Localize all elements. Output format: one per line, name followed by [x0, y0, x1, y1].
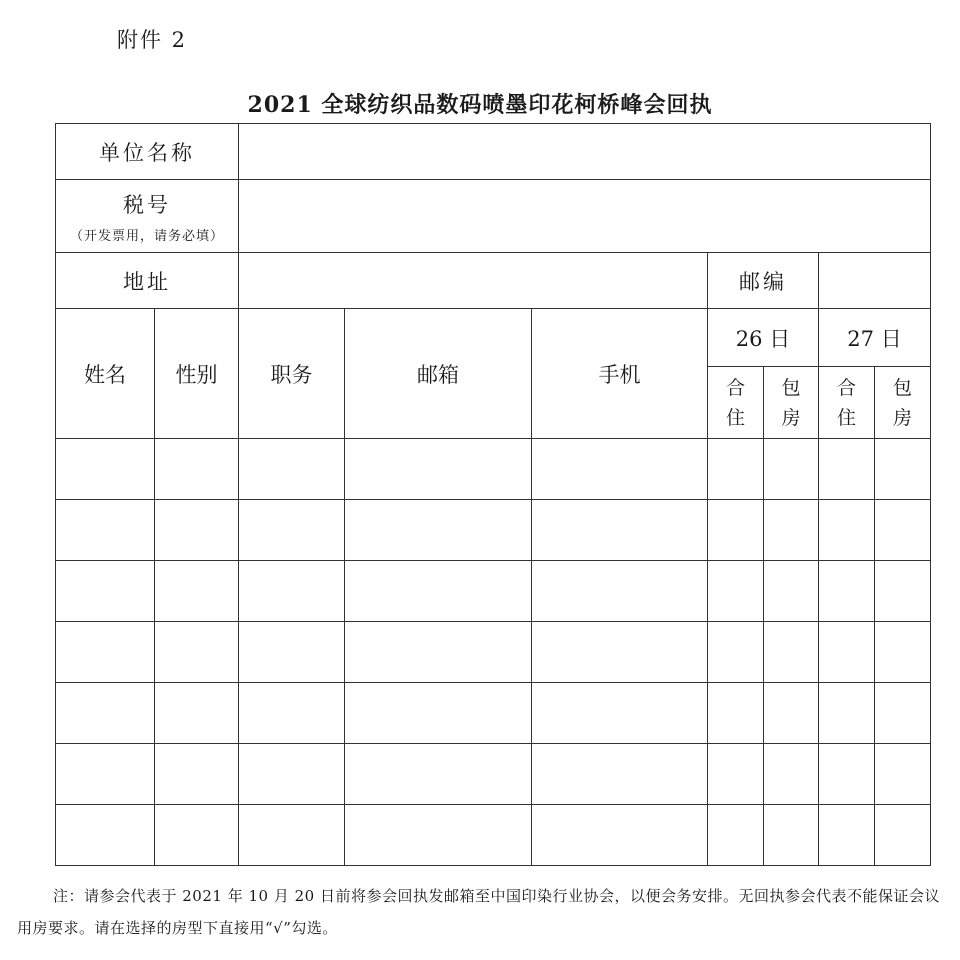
attendee-cell[interactable] [532, 439, 708, 500]
attendee-cell[interactable] [532, 561, 708, 622]
attendee-cell[interactable] [532, 683, 708, 744]
col-header-position-text: 职务 [270, 362, 313, 387]
attendee-cell[interactable] [345, 744, 532, 805]
page-title: 2021 全球纺织品数码喷墨印花柯桥峰会回执 [247, 92, 713, 118]
col-header-day1-private [764, 367, 819, 439]
col-header-mobile-text: 手机 [598, 362, 641, 387]
day2-private-text: 包房 [893, 376, 913, 429]
attendee-cell[interactable] [239, 439, 345, 500]
address-input-cell[interactable] [239, 253, 708, 309]
col-header-name [56, 309, 155, 439]
address-row [56, 253, 931, 309]
attendee-cell[interactable] [345, 439, 532, 500]
attendee-cell[interactable] [819, 622, 875, 683]
col-header-email [345, 309, 532, 439]
attendee-cell[interactable] [875, 561, 931, 622]
attendee-row [56, 805, 931, 866]
col-header-gender-text: 性别 [175, 362, 218, 387]
attachment-label: 附件 2 [117, 28, 188, 52]
unit-name-row [56, 124, 931, 180]
attendee-cell[interactable] [155, 683, 239, 744]
col-header-gender [155, 309, 239, 439]
col-header-position [239, 309, 345, 439]
attendee-row [56, 744, 931, 805]
attendee-cell[interactable] [56, 622, 155, 683]
attendee-row [56, 622, 931, 683]
attendee-cell[interactable] [155, 561, 239, 622]
attendee-cell[interactable] [155, 805, 239, 866]
attendee-cell[interactable] [708, 561, 764, 622]
attendee-cell[interactable] [239, 622, 345, 683]
footnote: 注：请参会代表于 2021 年 10 月 20 日前将参会回执发邮箱至中国印染行业协会，以便会务安排。无回执参会代表不能保证会议用房要求。请在选择的房型下直接用“√”勾选。 [17, 887, 940, 937]
attendee-cell[interactable] [875, 622, 931, 683]
attendee-cell[interactable] [532, 805, 708, 866]
attendee-cell[interactable] [764, 561, 819, 622]
attendee-cell[interactable] [56, 683, 155, 744]
attendee-cell[interactable] [345, 805, 532, 866]
attendee-cell[interactable] [56, 439, 155, 500]
tax-id-row [56, 180, 931, 253]
attendee-cell[interactable] [875, 500, 931, 561]
col-header-day2-shared [819, 367, 875, 439]
col-header-name-text: 姓名 [84, 362, 126, 387]
day1-shared-text: 合住 [726, 376, 746, 429]
tax-id-note: （开发票用，请务必填） [69, 228, 224, 244]
day2-shared-text: 合住 [837, 376, 857, 429]
attendee-cell[interactable] [875, 683, 931, 744]
attendee-cell[interactable] [239, 683, 345, 744]
attendee-cell[interactable] [875, 805, 931, 866]
attendee-cell[interactable] [819, 439, 875, 500]
unit-name-label-cell [56, 124, 239, 180]
unit-name-input-cell[interactable] [239, 124, 931, 180]
attendee-cell[interactable] [532, 744, 708, 805]
registration-form-table [55, 123, 931, 866]
attendee-cell[interactable] [708, 744, 764, 805]
attendee-cell[interactable] [56, 500, 155, 561]
attendee-cell[interactable] [239, 805, 345, 866]
attendee-cell[interactable] [708, 805, 764, 866]
attendee-cell[interactable] [239, 500, 345, 561]
attendee-cell[interactable] [345, 683, 532, 744]
attendee-row [56, 500, 931, 561]
unit-name-label: 单位名称 [99, 140, 195, 165]
header-row-1 [56, 309, 931, 367]
col-header-day1-shared [708, 367, 764, 439]
attendee-cell[interactable] [155, 500, 239, 561]
attendee-cell[interactable] [239, 561, 345, 622]
attendee-cell[interactable] [819, 805, 875, 866]
attendee-cell[interactable] [764, 683, 819, 744]
attendee-cell[interactable] [708, 500, 764, 561]
attendee-cell[interactable] [819, 561, 875, 622]
attendee-cell[interactable] [764, 439, 819, 500]
col-header-day2-text: 27 日 [847, 326, 902, 351]
attendee-cell[interactable] [56, 744, 155, 805]
attendee-cell[interactable] [239, 744, 345, 805]
attendee-cell[interactable] [345, 622, 532, 683]
col-header-day2-private [875, 367, 931, 439]
attendee-cell[interactable] [764, 622, 819, 683]
attendee-row [56, 561, 931, 622]
day1-private-text: 包房 [781, 376, 801, 429]
attendee-cell[interactable] [764, 805, 819, 866]
col-header-day1 [708, 309, 819, 367]
attendee-cell[interactable] [345, 500, 532, 561]
attendee-cell[interactable] [819, 744, 875, 805]
attendee-cell[interactable] [708, 622, 764, 683]
attendee-cell[interactable] [56, 805, 155, 866]
tax-id-label-cell [56, 180, 239, 253]
col-header-day2 [819, 309, 931, 367]
col-header-email-text: 邮箱 [417, 362, 459, 387]
attendee-cell[interactable] [708, 439, 764, 500]
attendee-cell[interactable] [345, 561, 532, 622]
attendee-row [56, 683, 931, 744]
attendee-cell[interactable] [155, 744, 239, 805]
postcode-input-cell[interactable] [819, 253, 931, 309]
address-label: 地址 [123, 269, 171, 294]
postcode-label: 邮编 [739, 269, 787, 294]
attendee-row [56, 439, 931, 500]
postcode-label-cell [708, 253, 819, 309]
attendee-cell[interactable] [875, 744, 931, 805]
attendee-cell[interactable] [155, 439, 239, 500]
address-label-cell [56, 253, 239, 309]
attendee-cell[interactable] [532, 500, 708, 561]
col-header-mobile [532, 309, 708, 439]
attendee-cell[interactable] [764, 500, 819, 561]
col-header-day1-text: 26 日 [735, 326, 791, 351]
attendee-cell[interactable] [819, 683, 875, 744]
attendee-cell[interactable] [819, 500, 875, 561]
attendee-cell[interactable] [56, 561, 155, 622]
attendee-cell[interactable] [875, 439, 931, 500]
attendee-cell[interactable] [764, 744, 819, 805]
attendee-rows [56, 439, 931, 866]
attendee-cell[interactable] [532, 622, 708, 683]
attendee-cell[interactable] [708, 683, 764, 744]
tax-id-input-cell[interactable] [239, 180, 931, 253]
attendee-cell[interactable] [155, 622, 239, 683]
tax-id-label: 税号 [123, 192, 171, 217]
